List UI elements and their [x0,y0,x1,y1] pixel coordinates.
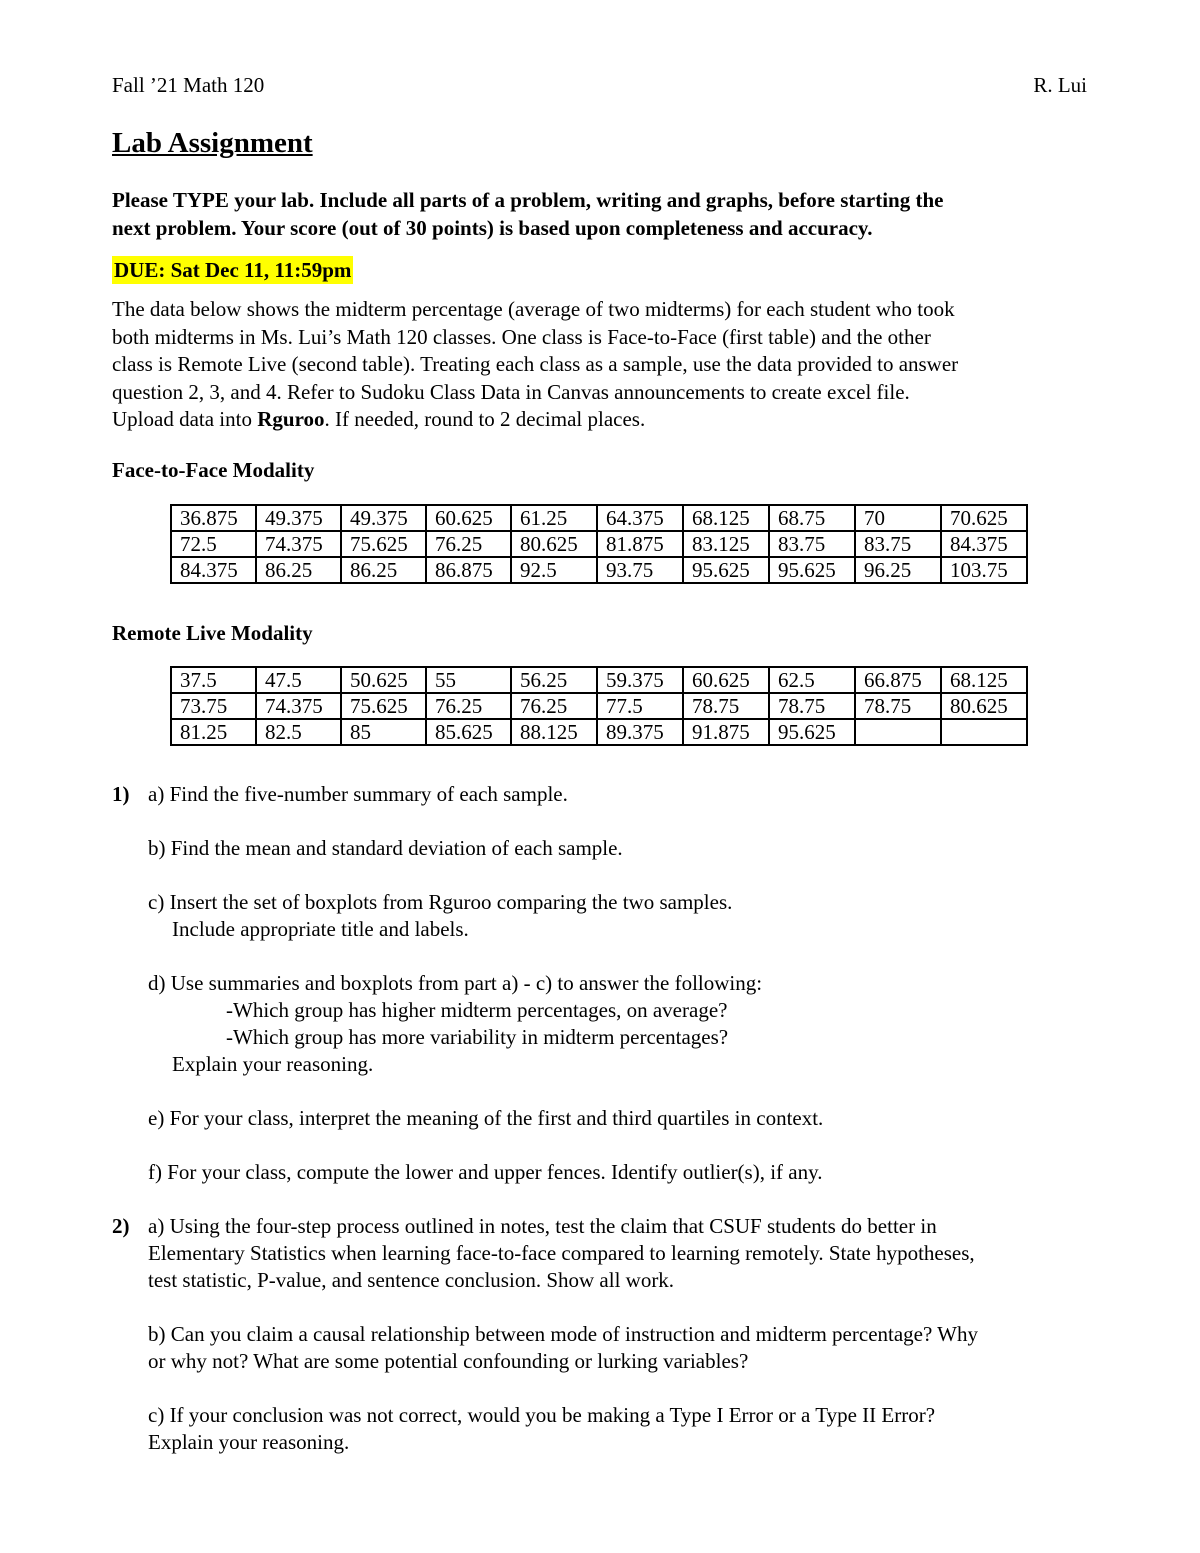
table-cell: 95.625 [769,719,855,745]
table-cell: 68.125 [683,505,769,531]
table-cell: 96.25 [855,557,941,583]
table-cell: 80.625 [511,531,597,557]
table-cell: 92.5 [511,557,597,583]
table-cell: 95.625 [769,557,855,583]
part-c: c) Insert the set of boxplots from Rguroo comparing the two samples. [148,890,733,914]
spacer [148,862,1087,889]
part-d: d) Use summaries and boxplots from part a) - c) to answer the following: [148,971,763,995]
table-cell: 70.625 [941,505,1027,531]
table-cell: 37.5 [171,667,256,693]
table-cell: 85 [341,719,426,745]
table-cell: 93.75 [597,557,683,583]
table-cell: 62.5 [769,667,855,693]
instructions [112,186,1087,242]
part-e: e) For your class, interpret the meaning of the first and third quartiles in context. [148,1106,824,1130]
question-body [148,1213,1087,1456]
table-cell: 55 [426,667,511,693]
description-line: The data below shows the midterm percentage (average of two midterms) for each student who took [112,297,955,321]
part-b: b) Can you claim a causal relationship between mode of instruction and midterm percentage? Why [148,1322,979,1346]
spacer [148,1294,1087,1321]
remote-live-heading: Remote Live Modality [112,621,313,645]
part-a-cont: Elementary Statistics when learning face-to-face compared to learning remotely. State hypotheses, [148,1241,975,1265]
part-f: f) For your class, compute the lower and upper fences. Identify outlier(s), if any. [148,1160,823,1184]
table-cell: 72.5 [171,531,256,557]
description-line [112,406,1087,434]
due-date: DUE: Sat Dec 11, 11:59pm [114,258,352,282]
table-cell: 74.375 [256,693,341,719]
table-cell: 60.625 [426,505,511,531]
table-cell: 75.625 [341,531,426,557]
table-cell: 86.875 [426,557,511,583]
table-cell: 59.375 [597,667,683,693]
table-cell: 84.375 [941,531,1027,557]
description-line: question 2, 3, and 4. Refer to Sudoku Class Data in Canvas announcements to create excel file. [112,379,910,404]
table-cell: 81.25 [171,719,256,745]
course-label: Fall ’21 Math 120 [112,73,265,97]
table-cell: 74.375 [256,531,341,557]
table-cell: 50.625 [341,667,426,693]
table-cell: 49.375 [256,505,341,531]
table-cell: 77.5 [597,693,683,719]
question-number: 2) [112,1214,130,1238]
part-c: c) If your conclusion was not correct, would you be making a Type I Error or a Type II Error? [148,1403,936,1427]
rguroo-name: Rguroo [257,407,325,431]
table-cell: 78.75 [683,693,769,719]
part-a-cont: test statistic, P-value, and sentence conclusion. Show all work. [148,1268,675,1292]
table-cell: 76.25 [426,531,511,557]
part-d-bullet: -Which group has more variability in midterm percentages? [226,1025,729,1049]
spacer [148,808,1087,835]
table-cell: 78.75 [855,693,941,719]
question-number: 1) [112,782,130,806]
table-cell: 82.5 [256,719,341,745]
part-a: a) Find the five-number summary of each sample. [148,782,568,806]
table-cell: 83.125 [683,531,769,557]
part-b-cont: or why not? What are some potential confounding or lurking variables? [148,1349,749,1373]
table-cell: 86.25 [256,557,341,583]
table-cell: 76.25 [426,693,511,719]
description-text: Upload data into [112,407,258,431]
spacer [148,1375,1087,1402]
part-d-bullet: -Which group has higher midterm percentages, on average? [226,998,728,1022]
table-row [171,667,1027,693]
instructions-line: next problem. Your score (out of 30 points) is based upon completeness and accuracy. [112,216,873,240]
table-cell [941,719,1027,745]
table-row [171,557,1027,583]
table-cell: 80.625 [941,693,1027,719]
table-cell: 73.75 [171,693,256,719]
part-c-cont: Explain your reasoning. [148,1430,350,1454]
spacer [148,1132,1087,1159]
spacer [148,943,1087,970]
page-title: Lab Assignment [112,127,313,159]
table-cell: 84.375 [171,557,256,583]
description-line: class is Remote Live (second table). Treating each class as a sample, use the data provided to answer [112,352,959,376]
table-cell: 83.75 [855,531,941,557]
table-cell: 75.625 [341,693,426,719]
remote-live-table [170,666,1028,746]
table-cell: 60.625 [683,667,769,693]
description-text: . If needed, round to 2 decimal places. [324,407,646,431]
instructions-line: Please TYPE your lab. Include all parts of a problem, writing and graphs, before starting the [112,188,944,212]
table-cell: 64.375 [597,505,683,531]
table-cell: 76.25 [511,693,597,719]
table-cell: 81.875 [597,531,683,557]
table-cell: 68.125 [941,667,1027,693]
description [112,296,1087,434]
face-to-face-heading: Face-to-Face Modality [112,458,315,482]
table-cell: 86.25 [341,557,426,583]
table-cell: 103.75 [941,557,1027,583]
part-d-cont: Explain your reasoning. [172,1052,374,1076]
table-row [171,693,1027,719]
table-row [171,719,1027,745]
table-row [171,531,1027,557]
table-cell: 95.625 [683,557,769,583]
table-cell: 88.125 [511,719,597,745]
face-to-face-table [170,504,1028,584]
question-body [148,781,1087,1186]
spacer [148,1078,1087,1105]
table-cell: 36.875 [171,505,256,531]
part-c-cont: Include appropriate title and labels. [172,917,469,941]
table-cell: 89.375 [597,719,683,745]
table-cell [855,719,941,745]
table-cell: 47.5 [256,667,341,693]
table-cell: 66.875 [855,667,941,693]
table-cell: 70 [855,505,941,531]
table-cell: 61.25 [511,505,597,531]
table-row [171,505,1027,531]
table-cell: 49.375 [341,505,426,531]
table-cell: 85.625 [426,719,511,745]
table-cell: 78.75 [769,693,855,719]
table-cell: 83.75 [769,531,855,557]
table-cell: 68.75 [769,505,855,531]
table-cell: 56.25 [511,667,597,693]
description-line: both midterms in Ms. Lui’s Math 120 classes. One class is Face-to-Face (first table) and the other [112,324,931,349]
part-a: a) Using the four-step process outlined in notes, test the claim that CSUF students do better in [148,1214,937,1238]
instructor-label: R. Lui [1033,73,1087,97]
part-b: b) Find the mean and standard deviation of each sample. [148,836,623,860]
table-cell: 91.875 [683,719,769,745]
